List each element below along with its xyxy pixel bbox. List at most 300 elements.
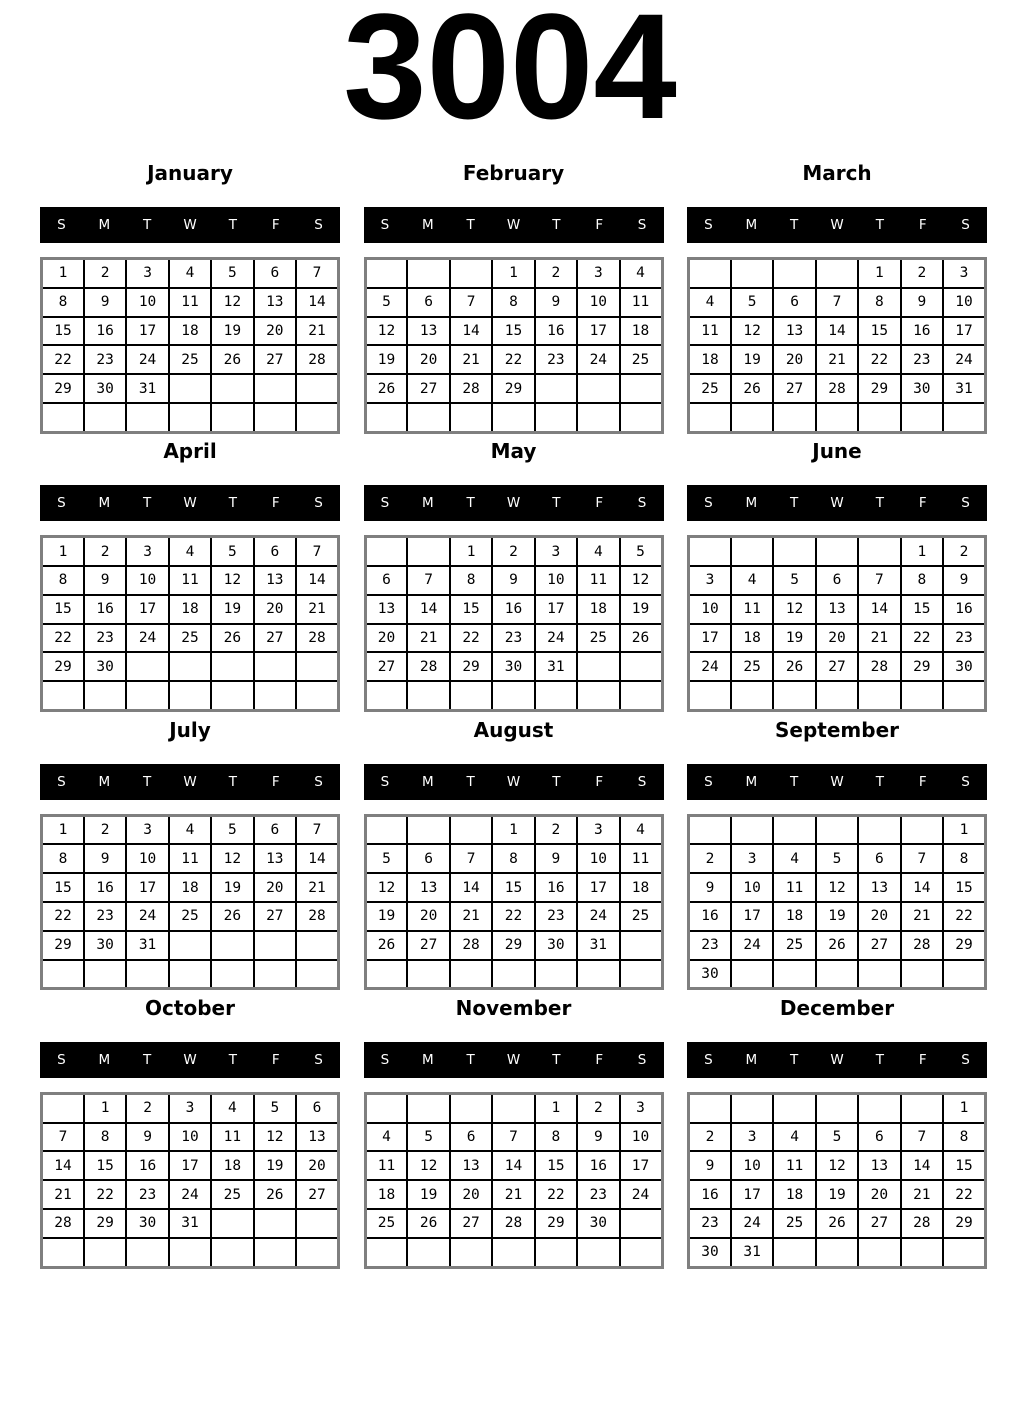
day-cell: 17 [577,873,619,902]
day-cell: 13 [858,873,900,902]
day-cell: 27 [407,374,449,403]
day-cell: 31 [577,931,619,960]
empty-day-cell [535,1238,577,1267]
day-cell: 10 [535,566,577,595]
empty-day-cell [492,1238,534,1267]
weekday-label: S [961,495,970,512]
day-cell: 4 [169,537,211,566]
weekday-label: F [595,1051,604,1068]
week-row [689,624,986,653]
day-cell: 21 [296,873,338,902]
day-cell: 28 [296,624,338,653]
day-cell: 5 [211,815,253,844]
day-cell: 17 [577,317,619,346]
week-row [365,815,662,844]
empty-day-cell [84,960,126,989]
day-cell: 18 [689,345,731,374]
week-row [42,931,339,960]
day-cell: 8 [492,288,534,317]
day-cell: 7 [450,844,492,873]
day-cell: 23 [492,624,534,653]
day-cell: 15 [84,1151,126,1180]
day-cell: 18 [620,317,662,346]
day-cell: 21 [492,1180,534,1209]
empty-day-cell [407,1238,449,1267]
empty-day-cell [84,403,126,432]
empty-day-cell [943,681,985,710]
day-cell: 10 [620,1123,662,1152]
week-row [689,317,986,346]
day-cell: 13 [254,844,296,873]
empty-day-cell [365,1238,407,1267]
day-cell: 25 [773,931,815,960]
day-cell: 11 [211,1123,253,1152]
day-cell: 31 [535,652,577,681]
weekday-label: S [314,495,323,512]
day-cell: 17 [943,317,985,346]
day-cell: 22 [858,345,900,374]
week-row [689,1180,986,1209]
empty-day-cell [365,537,407,566]
day-cell: 30 [126,1209,168,1238]
day-cell: 21 [42,1180,84,1209]
weekday-label: S [961,773,970,790]
week-row [42,652,339,681]
weekday-label: T [875,773,884,790]
empty-day-cell [620,681,662,710]
week-row [689,1151,986,1180]
day-cell: 7 [858,566,900,595]
day-cell: 25 [689,374,731,403]
weekday-label: M [98,217,111,233]
day-cell: 30 [84,931,126,960]
weekday-header-row [364,764,664,800]
day-cell: 3 [731,844,773,873]
empty-day-cell [620,374,662,403]
empty-day-cell [773,815,815,844]
empty-day-cell [577,403,619,432]
weekday-label: M [421,773,434,790]
day-cell: 12 [365,317,407,346]
month-title: September [775,717,899,742]
day-cell: 29 [42,652,84,681]
empty-day-cell [620,1238,662,1267]
day-cell: 8 [901,566,943,595]
day-cell: 29 [492,931,534,960]
day-cell: 13 [407,317,449,346]
empty-day-cell [731,1093,773,1122]
day-cell: 18 [577,595,619,624]
day-cell: 2 [535,815,577,844]
day-cell: 1 [42,259,84,288]
weekday-label: S [314,217,323,233]
month-days-table [364,535,664,712]
day-cell: 8 [535,1123,577,1152]
week-row [42,844,339,873]
day-cell: 4 [689,288,731,317]
day-cell: 17 [731,902,773,931]
month-title: December [779,995,895,1020]
day-cell: 24 [943,345,985,374]
day-cell: 27 [254,624,296,653]
day-cell: 29 [492,374,534,403]
empty-day-cell [42,403,84,432]
day-cell: 18 [169,595,211,624]
day-cell: 28 [901,1209,943,1238]
empty-day-cell [296,403,338,432]
month-days-table [40,257,340,434]
day-cell: 23 [535,902,577,931]
day-cell: 14 [296,844,338,873]
empty-day-cell [731,681,773,710]
empty-day-cell [620,960,662,989]
month-title: January [147,161,233,185]
month-days-table [364,257,664,434]
day-cell: 26 [773,652,815,681]
empty-day-cell [126,960,168,989]
day-cell: 1 [84,1093,126,1122]
day-cell: 15 [42,317,84,346]
day-cell: 27 [858,1209,900,1238]
empty-day-cell [773,259,815,288]
day-cell: 22 [535,1180,577,1209]
day-cell: 15 [943,873,985,902]
day-cell: 25 [773,1209,815,1238]
day-cell: 27 [365,652,407,681]
day-cell: 1 [943,815,985,844]
empty-day-cell [689,681,731,710]
day-cell: 7 [492,1123,534,1152]
empty-day-cell [858,1238,900,1267]
day-cell: 23 [901,345,943,374]
week-row [42,537,339,566]
day-cell: 13 [254,288,296,317]
empty-day-cell [577,681,619,710]
day-cell: 10 [731,873,773,902]
day-cell: 15 [901,595,943,624]
day-cell: 20 [254,595,296,624]
week-row [42,1209,339,1238]
day-cell: 18 [731,624,773,653]
weekday-label: T [143,217,152,233]
day-cell: 5 [365,288,407,317]
day-cell: 3 [126,259,168,288]
week-row [42,1238,339,1267]
week-row [689,1093,986,1122]
day-cell: 2 [126,1093,168,1122]
day-cell: 11 [365,1151,407,1180]
day-cell: 31 [126,931,168,960]
weekday-label: W [830,773,844,790]
empty-day-cell [365,960,407,989]
day-cell: 16 [901,317,943,346]
day-cell: 1 [492,259,534,288]
week-row [689,1209,986,1238]
day-cell: 22 [450,624,492,653]
empty-day-cell [254,1209,296,1238]
weekday-label: T [143,773,152,790]
empty-day-cell [620,652,662,681]
day-cell: 3 [577,815,619,844]
day-cell: 1 [901,537,943,566]
day-cell: 25 [620,345,662,374]
day-cell: 29 [84,1209,126,1238]
day-cell: 4 [365,1123,407,1152]
weekday-header-row [687,1042,987,1078]
weekday-header-row [687,764,987,800]
day-cell: 24 [535,624,577,653]
month-days-table [364,1092,664,1269]
day-cell: 16 [943,595,985,624]
day-cell: 26 [620,624,662,653]
weekday-label: T [466,495,475,512]
week-row [689,403,986,432]
day-cell: 14 [42,1151,84,1180]
day-cell: 11 [169,566,211,595]
day-cell: 21 [816,345,858,374]
month-block [364,717,664,987]
weekday-label: W [506,773,521,790]
day-cell: 4 [620,259,662,288]
day-cell: 18 [620,873,662,902]
weekday-label: M [98,495,111,512]
day-cell: 29 [901,652,943,681]
day-cell: 12 [211,566,253,595]
week-row [689,902,986,931]
weekday-label: S [57,773,66,790]
day-cell: 31 [943,374,985,403]
day-cell: 27 [816,652,858,681]
day-cell: 14 [407,595,449,624]
weekday-label: T [790,1051,799,1068]
weekday-label: S [637,495,647,512]
empty-day-cell [816,1238,858,1267]
weekday-header-row [364,485,664,521]
month-block [40,439,340,708]
week-row [689,844,986,873]
day-cell: 13 [450,1151,492,1180]
week-row [42,259,339,288]
week-row [689,960,986,989]
day-cell: 8 [450,566,492,595]
day-cell: 23 [577,1180,619,1209]
empty-day-cell [296,374,338,403]
weekday-label: F [918,495,927,512]
empty-day-cell [296,960,338,989]
day-cell: 12 [731,317,773,346]
weekday-label: M [745,495,758,512]
empty-day-cell [211,374,253,403]
day-cell: 21 [296,317,338,346]
weekday-label: T [466,217,475,233]
day-cell: 1 [42,815,84,844]
day-cell: 6 [254,537,296,566]
day-cell: 18 [773,1180,815,1209]
week-row [42,403,339,432]
empty-day-cell [731,403,773,432]
day-cell: 6 [254,259,296,288]
day-cell: 6 [858,844,900,873]
empty-day-cell [211,960,253,989]
week-row [689,288,986,317]
empty-day-cell [126,652,168,681]
weekday-label: M [745,217,758,233]
month-block [40,995,340,1265]
weekday-label: M [421,217,434,233]
day-cell: 24 [731,1209,773,1238]
empty-day-cell [577,374,619,403]
weekday-label: W [183,495,197,512]
month-title: March [802,161,872,185]
day-cell: 13 [773,317,815,346]
weekday-label: S [380,773,390,790]
month-block [687,439,987,708]
empty-day-cell [731,259,773,288]
day-cell: 12 [407,1151,449,1180]
day-cell: 7 [816,288,858,317]
empty-day-cell [450,681,492,710]
weekday-label: T [552,217,561,233]
day-cell: 11 [577,566,619,595]
empty-day-cell [535,681,577,710]
day-cell: 7 [901,844,943,873]
empty-day-cell [689,259,731,288]
empty-day-cell [254,652,296,681]
empty-day-cell [492,960,534,989]
day-cell: 31 [731,1238,773,1267]
day-cell: 19 [211,873,253,902]
empty-day-cell [169,652,211,681]
day-cell: 23 [84,902,126,931]
month-title: February [462,161,565,185]
empty-day-cell [816,537,858,566]
day-cell: 9 [84,566,126,595]
day-cell: 5 [816,844,858,873]
day-cell: 29 [42,374,84,403]
empty-day-cell [365,681,407,710]
weekday-label: T [228,217,237,233]
day-cell: 17 [689,624,731,653]
empty-day-cell [450,259,492,288]
week-row [689,566,986,595]
empty-day-cell [731,960,773,989]
empty-day-cell [211,1238,253,1267]
day-cell: 17 [126,873,168,902]
weekday-label: W [506,1051,521,1068]
day-cell: 20 [296,1151,338,1180]
day-cell: 23 [689,1209,731,1238]
day-cell: 27 [450,1209,492,1238]
day-cell: 19 [365,345,407,374]
weekday-label: F [918,217,927,233]
month-title: October [145,995,235,1020]
day-cell: 22 [42,345,84,374]
day-cell: 12 [620,566,662,595]
day-cell: 4 [773,844,815,873]
day-cell: 15 [42,873,84,902]
day-cell: 17 [169,1151,211,1180]
day-cell: 30 [84,652,126,681]
month-days-table [687,257,987,434]
empty-day-cell [450,1093,492,1122]
empty-day-cell [126,1238,168,1267]
day-cell: 4 [169,815,211,844]
weekday-header-row [364,207,664,243]
day-cell: 26 [254,1180,296,1209]
week-row [365,317,662,346]
weekday-label: T [790,495,799,512]
month-block [364,439,664,708]
day-cell: 13 [858,1151,900,1180]
day-cell: 24 [731,931,773,960]
day-cell: 5 [211,537,253,566]
empty-day-cell [84,681,126,710]
empty-day-cell [620,403,662,432]
day-cell: 5 [211,259,253,288]
day-cell: 3 [620,1093,662,1122]
weekday-label: S [961,1051,970,1068]
week-row [42,960,339,989]
week-row [42,873,339,902]
day-cell: 2 [84,259,126,288]
day-cell: 8 [42,566,84,595]
week-row [365,624,662,653]
week-row [42,902,339,931]
day-cell: 23 [126,1180,168,1209]
empty-day-cell [901,815,943,844]
day-cell: 23 [84,345,126,374]
month-days-table [40,814,340,991]
empty-day-cell [407,259,449,288]
weekday-header-row [40,1042,340,1078]
day-cell: 25 [169,345,211,374]
day-cell: 25 [365,1209,407,1238]
day-cell: 28 [296,345,338,374]
empty-day-cell [731,815,773,844]
day-cell: 10 [577,844,619,873]
day-cell: 22 [84,1180,126,1209]
day-cell: 2 [689,844,731,873]
day-cell: 1 [42,537,84,566]
day-cell: 5 [407,1123,449,1152]
day-cell: 4 [773,1123,815,1152]
week-row [689,537,986,566]
weekday-label: M [421,1051,434,1068]
weekday-label: T [875,495,884,512]
empty-day-cell [858,1093,900,1122]
day-cell: 10 [126,566,168,595]
week-row [42,566,339,595]
week-row [42,1151,339,1180]
empty-day-cell [450,815,492,844]
day-cell: 26 [211,902,253,931]
weekday-label: T [143,1051,152,1068]
day-cell: 21 [901,902,943,931]
empty-day-cell [169,960,211,989]
week-row [689,1123,986,1152]
empty-day-cell [535,960,577,989]
day-cell: 23 [689,931,731,960]
day-cell: 4 [620,815,662,844]
day-cell: 10 [689,595,731,624]
empty-day-cell [620,1209,662,1238]
empty-day-cell [577,960,619,989]
day-cell: 12 [211,288,253,317]
day-cell: 14 [296,566,338,595]
day-cell: 19 [254,1151,296,1180]
day-cell: 22 [42,902,84,931]
weekday-header-row [687,207,987,243]
